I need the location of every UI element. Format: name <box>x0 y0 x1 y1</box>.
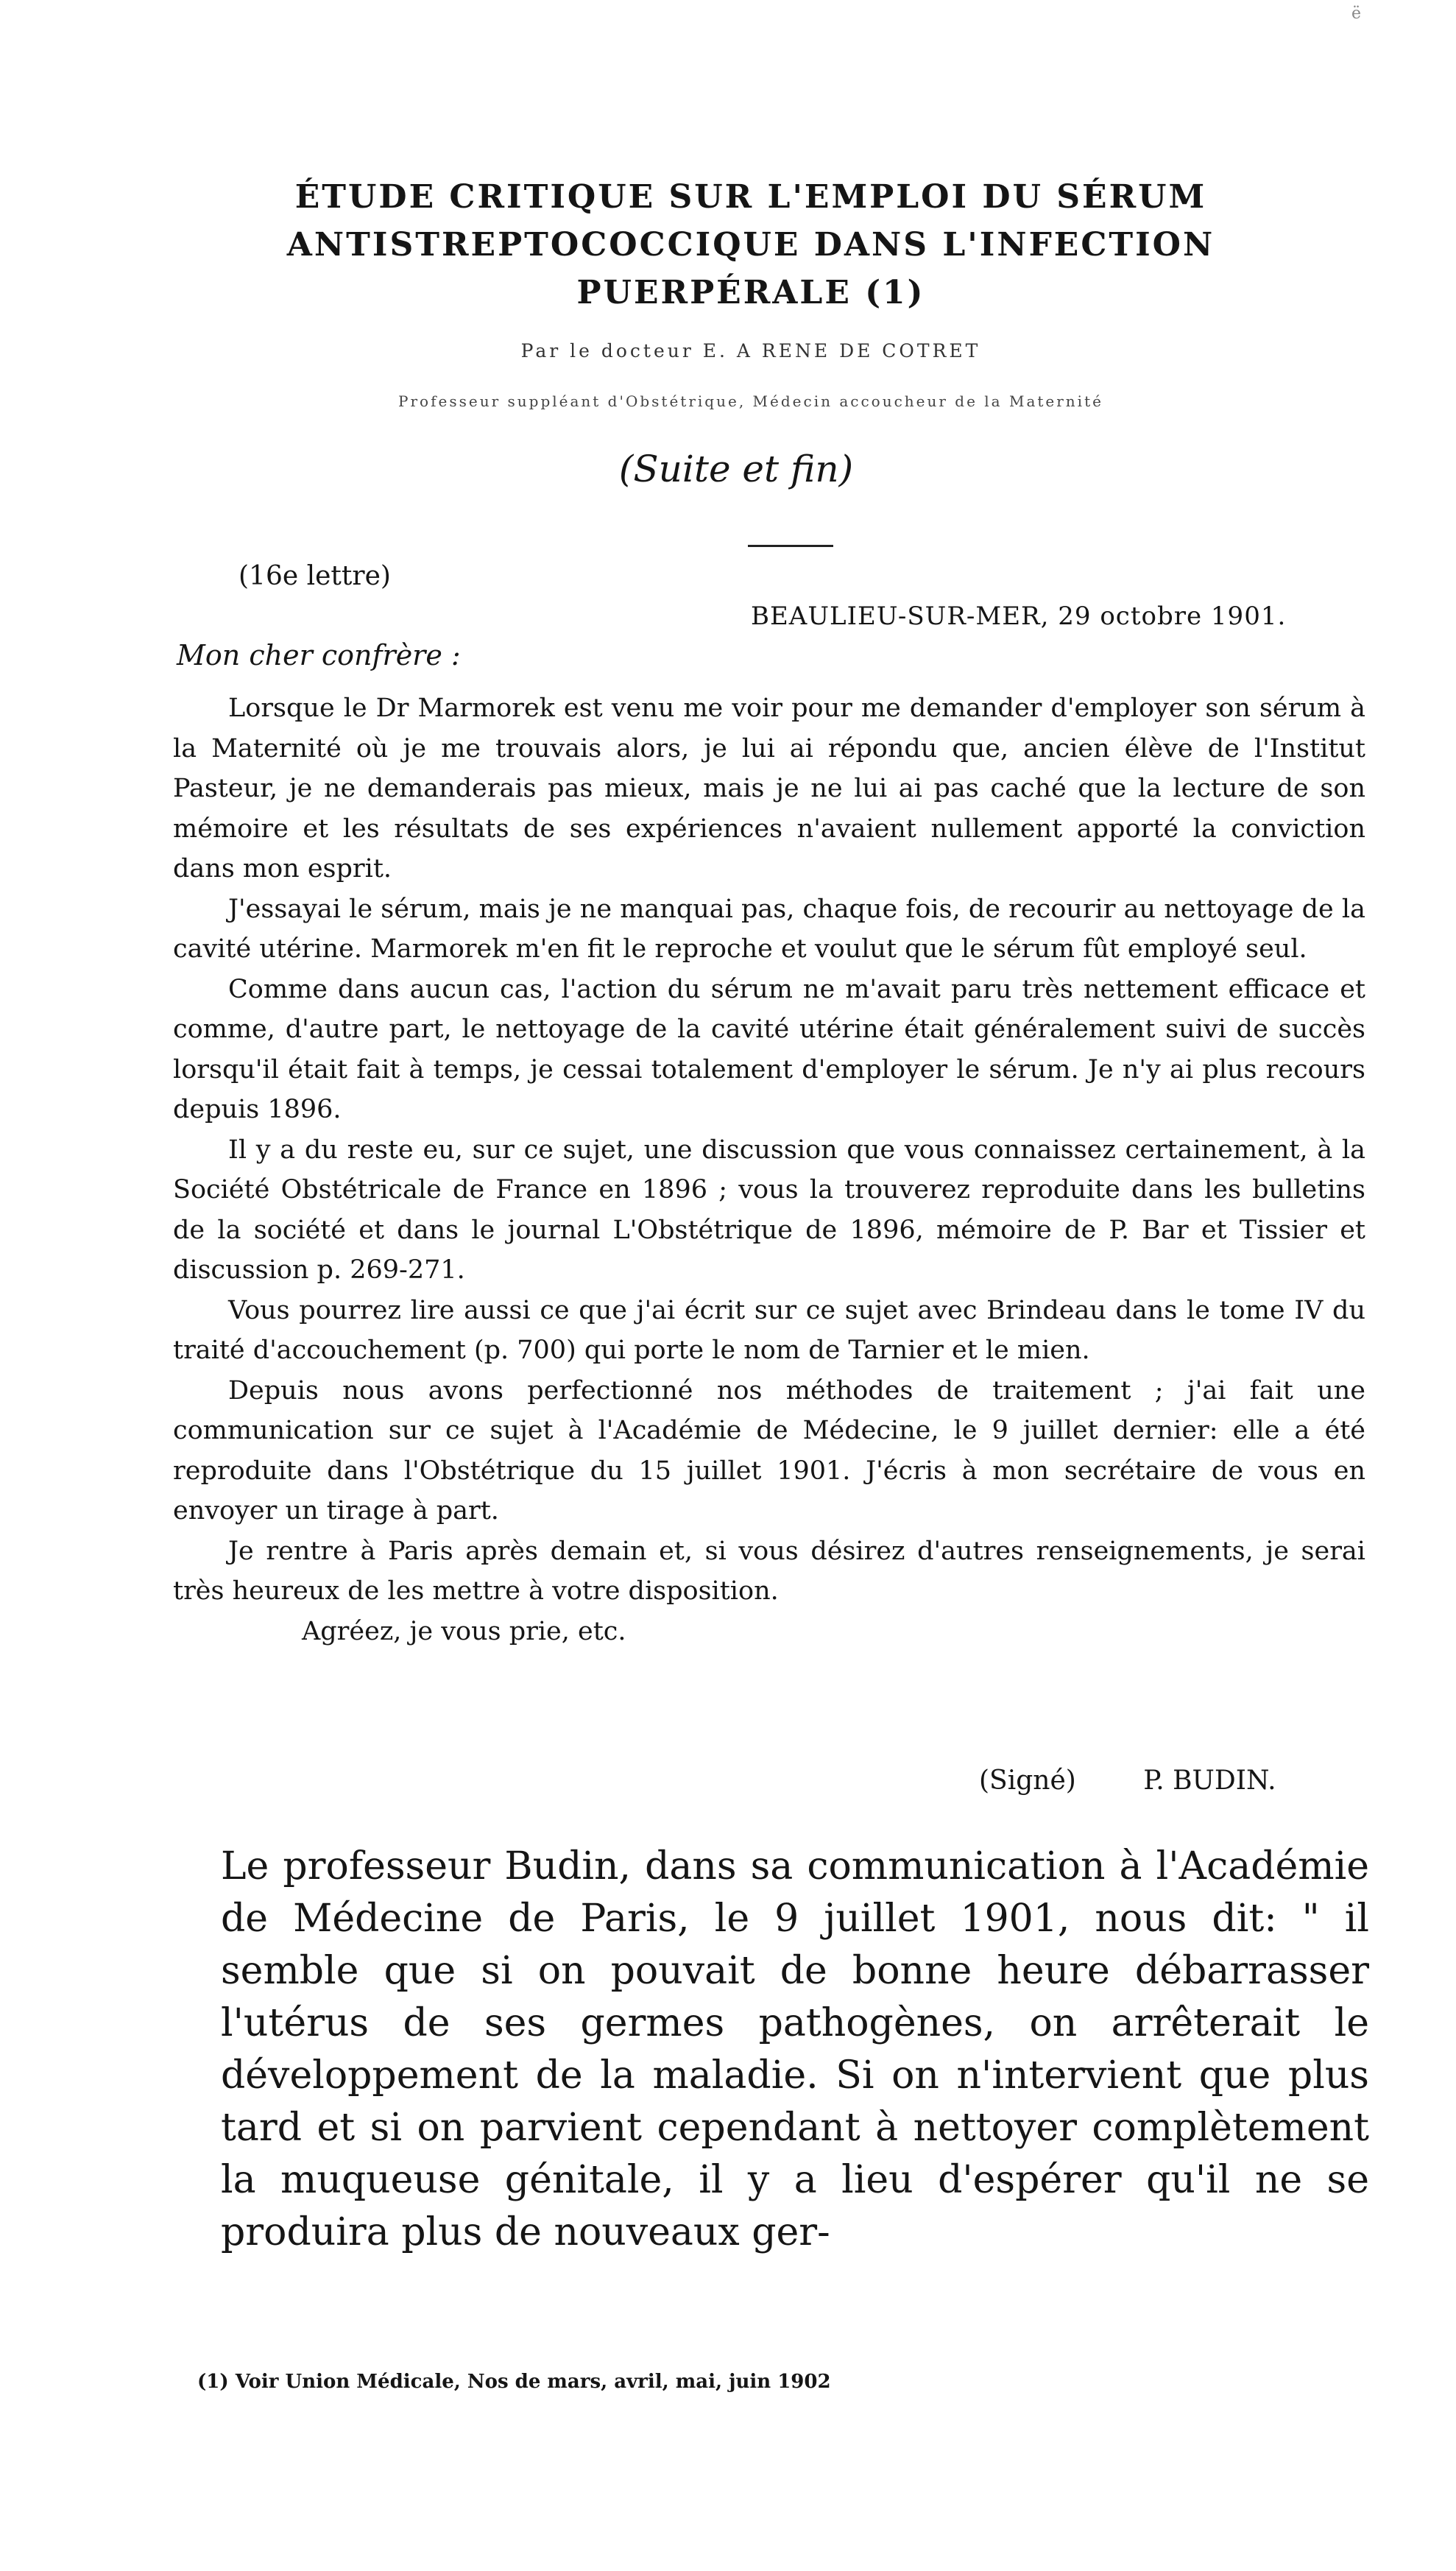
affiliation-line: Professeur suppléant d'Obstétrique, Médecin accoucheur de la Maternité <box>398 392 1103 410</box>
letter-paragraph: J'essayai le sérum, mais je ne manquai pas, chaque fois, de recourir au nettoyage de la cavité utérine. Marmorek m'en fit le reproche et voulut que le sérum fût employé seul. <box>173 894 1365 964</box>
letter-number: (16e lettre) <box>238 561 391 591</box>
title-line-2: ANTISTREPTOCOCCIQUE DANS L'INFECTION <box>286 226 1215 264</box>
letter-paragraph: Il y a du reste eu, sur ce sujet, une discussion que vous connaissez certainement, à la Société Obstétricale de France en 1896 ; vous la trouverez reproduite dans les bulletins de la société et dans le journal L'Obstétrique de 1896, mémoire de P. Bar et Tissier et discussion p. 269-271. <box>173 1135 1365 1285</box>
letter-place-date: BEAULIEU-SUR-MER, 29 octobre 1901. <box>751 602 1287 631</box>
signature-block <box>979 1766 1276 1796</box>
signed-label: (Signé) <box>979 1766 1076 1796</box>
letter-closing: Agréez, je vous prie, etc. <box>302 1616 626 1646</box>
footnote <box>197 2371 831 2393</box>
main-text <box>221 1841 1369 2259</box>
footnote-text: Voir Union Médicale, Nos de mars, avril, mai, juin 1902 <box>235 2371 831 2393</box>
suite-heading: (Suite et fin) <box>618 448 854 490</box>
letter-paragraph: Comme dans aucun cas, l'action du sérum ne m'avait paru très nettement efficace et comme, d'autre part, le nettoyage de la cavité utérine était généralement suivi de succès lorsqu'il était fait à temps, je cessai totalement d'employer le sérum. Je n'y ai plus recours depuis 1896. <box>173 974 1365 1124</box>
letter-paragraph: Je rentre à Paris après demain et, si vous désirez d'autres renseignements, je serai très heureux de les mettre à votre disposition. <box>173 1536 1365 1606</box>
letter-body <box>173 688 1365 1651</box>
signer-name: P. BUDIN. <box>1143 1766 1276 1796</box>
letter-paragraph: Depuis nous avons perfectionné nos méthodes de traitement ; j'ai fait une communication sur ce sujet à l'Académie de Médecine, le 9 juillet dernier: elle a été reproduite dans l'Obstétrique du 15 juillet 1901. J'écris à mon secrétaire de vous en envoyer un tirage à part. <box>173 1375 1365 1526</box>
letter-paragraph: Lorsque le Dr Marmorek est venu me voir pour me demander d'employer son sérum à la Maternité où je me trouvais alors, je lui ai répondu que, ancien élève de l'Institut Pasteur, je ne demanderais pas mieux, mais je ne lui ai pas caché que la lecture de son mémoire et les résultats de ses expériences n'avaient nullement apporté la conviction dans mon esprit. <box>173 694 1365 884</box>
title-line-1: ÉTUDE CRITIQUE SUR L'EMPLOI DU SÉRUM <box>294 178 1207 216</box>
section-rule <box>748 545 833 547</box>
footnote-mark: (1) <box>197 2371 229 2393</box>
main-paragraph: Le professeur Budin, dans sa communication à l'Académie de Médecine de Paris, le 9 juillet 1901, nous dit: " il semble que si on pouvait de bonne heure débarrasser l'utérus de ses germes pathogènes, on arrêterait le développement de la maladie. Si on n'intervient que plus tard et si on parvient cependant à nettoyer complètement la muqueuse génitale, il y a lieu d'espérer qu'il ne se produira plus de nouveaux ger- <box>221 1844 1369 2254</box>
letter-paragraph: Vous pourrez lire aussi ce que j'ai écrit sur ce sujet avec Brindeau dans le tome IV du traité d'accouchement (p. 700) qui porte le nom de Tarnier et le mien. <box>173 1295 1365 1365</box>
letter-salutation: Mon cher confrère : <box>177 639 461 671</box>
title-line-3: PUERPÉRALE (1) <box>576 274 925 311</box>
corner-mark: ë <box>1351 4 1362 23</box>
author-line: Par le docteur E. A RENE DE COTRET <box>520 340 981 362</box>
